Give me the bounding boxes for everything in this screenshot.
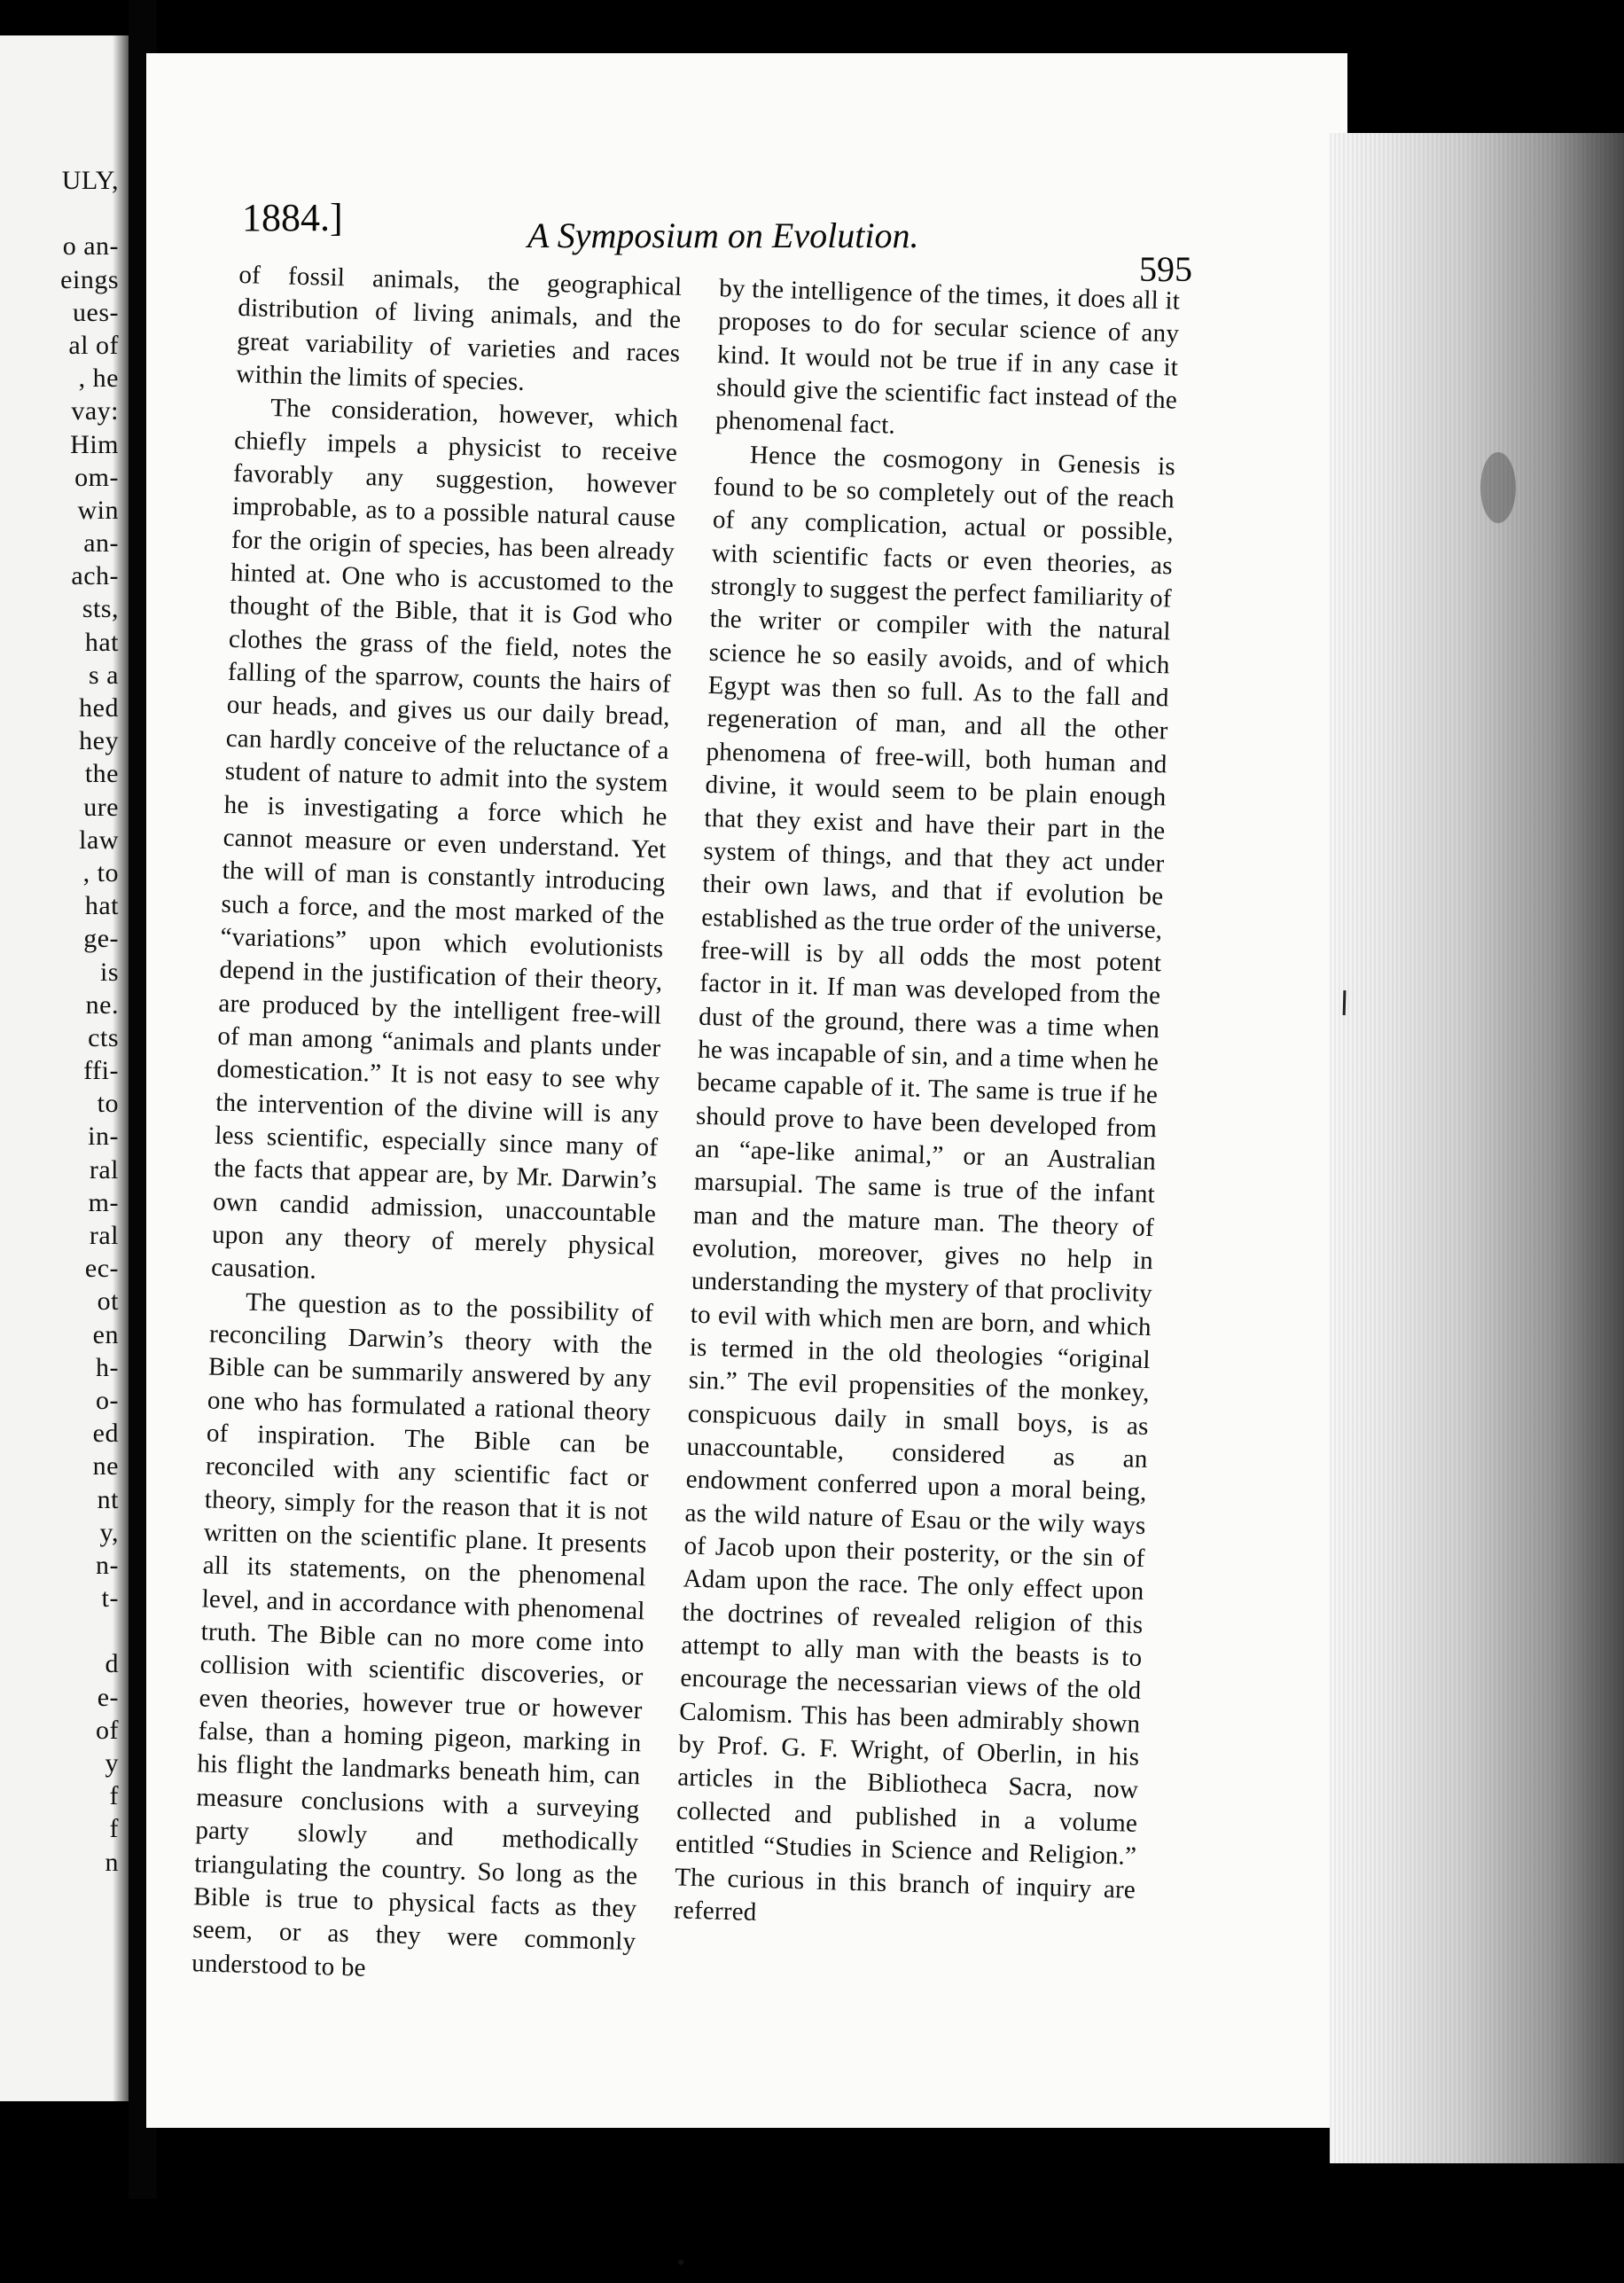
- facing-page-fragment: to: [97, 1089, 119, 1119]
- header-title: A Symposium on Evolution.: [527, 215, 919, 255]
- facing-page-fragment: ach-: [71, 561, 119, 591]
- facing-page-fragment: o-: [96, 1385, 119, 1415]
- facing-page: [0, 35, 129, 2101]
- facing-page-fragment: is: [99, 957, 119, 987]
- facing-page-fragment: eings: [60, 264, 119, 294]
- page-number: 595: [1139, 249, 1192, 289]
- page-block-edge: [1330, 133, 1624, 2163]
- facing-page-fragment: o an-: [62, 231, 119, 262]
- header-year: 1884.]: [242, 196, 343, 239]
- facing-page-fragment: vay:: [71, 396, 119, 426]
- facing-page-fragment: win: [77, 495, 119, 525]
- paragraph: Hence the cosmogony in Genesis is found to be so completely out of the reach of any complication, actual or possible, with scientific facts or even theories, as strongly to suggest the perfect familiarity of the writer or compiler with the natural science he so easily avoids, and of which Egypt was then so full. As to the fall and regeneration of man, and all the other phenomena of free-will, both human and divine, it would seem to be plain enough that they exist and have their part in the system of things, and that they act under their own laws, and that if evolution be established as the true order of the universe, free-will is by all odds the most potent factor in it. If man was developed from the dust of the ground, there was a time when he was incapable of sin, and a time when he became capable of it. The same is true if he should prove to have been developed from an “ape-like animal,” or an Australian marsupial. The same is true of the infant man and the mature man. The theory of evolution, moreover, gives no help in understanding the mystery of that proclivity to evil with which men are born, and which is termed in the old theologies “original sin.” The evil propensities of the monkey, conspicuous daily in small boys, is as unaccountable, considered as an endowment conferred upon a moral being, as the wild nature of Esau or the wily ways of Jacob upon their posterity, or the sin of Adam upon the race. The only effect upon the doctrines of revealed religion of this attempt to ally man with the beasts is to encourage the necessarian views of the old Calomism. This has been admirably shown by Prof. G. F. Wright, of Oberlin, in his articles in the Bibliotheca Sacra, now collected and published in a volume entitled “Studies in Science and Religion.” The curious in this branch of inquiry are referred: [673, 440, 1176, 1927]
- page-edge-stain: [1480, 452, 1516, 523]
- facing-page-fragment: hed: [79, 693, 119, 723]
- facing-page-fragment: ure: [83, 792, 119, 822]
- facing-page-fragment: t-: [101, 1583, 119, 1614]
- facing-page-fragment: e-: [97, 1682, 119, 1712]
- facing-page-fragment: n: [105, 1847, 119, 1877]
- facing-page-fragment: n-: [96, 1550, 119, 1580]
- facing-page-fragment: ne.: [85, 989, 119, 1020]
- facing-page-fragment: f: [109, 1781, 119, 1811]
- facing-page-fragment: ec-: [84, 1254, 119, 1284]
- facing-page-fragment: [0, 1615, 124, 1647]
- facing-page-fragment: om-: [74, 462, 119, 492]
- facing-page-fragment: en: [92, 1319, 119, 1349]
- right-column: [674, 272, 1181, 1940]
- facing-page-fragment: hey: [79, 726, 119, 756]
- facing-page-fragment: an-: [83, 528, 119, 559]
- facing-page-fragment: of: [96, 1715, 119, 1745]
- facing-page-fragment: hat: [84, 627, 119, 657]
- facing-page-fragment: y,: [99, 1517, 119, 1547]
- facing-page-fragment: ne: [92, 1451, 119, 1482]
- facing-page-fragment: Him: [70, 429, 119, 459]
- paragraph: The question as to the possibility of reconciling Darwin’s theory with the Bible can be summarily answered by any one who has formulated a rational theory of inspiration. The Bible can be reconciled with any scientific fact or theory, simply for the reason that it is not written on the scientific plane. It presents all its statements, on the phenomenal level, and in accordance with phenomenal truth. The Bible can no more come into collision with scientific discoveries, or even theories, however true or however false, than a homing pigeon, marking in his flight the landmarks beneath him, can measure conclusions with a surveying party slowly and methodically triangulating the country. So long as the Bible is true to physical facts as they seem, or as they were commonly understood to be: [191, 1287, 654, 1982]
- facing-page-fragment: nt: [97, 1484, 119, 1514]
- facing-page-fragment: , to: [82, 857, 119, 887]
- facing-page-fragment: ral: [89, 1154, 119, 1185]
- running-header: [235, 186, 1192, 289]
- left-column: [191, 259, 683, 1992]
- facing-page-fragment: [0, 197, 124, 230]
- facing-page-fragment: f: [109, 1814, 119, 1844]
- facing-page-fragment: h-: [96, 1352, 119, 1382]
- facing-page-fragment: the: [84, 759, 119, 789]
- facing-page-fragment: m-: [88, 1187, 119, 1217]
- facing-page-fragment: in-: [88, 1122, 119, 1152]
- facing-page-fragment: ed: [92, 1419, 119, 1449]
- facing-page-text-fragments: [0, 164, 124, 1879]
- facing-page-fragment: d: [105, 1649, 119, 1679]
- facing-page-fragment: sts,: [82, 594, 119, 624]
- facing-page-fragment: al of: [68, 330, 119, 360]
- facing-page-fragment: cts: [88, 1022, 119, 1052]
- facing-page-fragment: ues-: [73, 297, 119, 327]
- page-body: [126, 257, 1188, 2129]
- facing-page-fragment: ffi-: [83, 1056, 119, 1086]
- facing-page-fragment: hat: [84, 891, 119, 921]
- footer-dot: [678, 2260, 683, 2265]
- facing-page-fragment: ge-: [83, 924, 119, 954]
- facing-page-fragment: ral: [89, 1221, 119, 1250]
- facing-page-fragment: law: [79, 825, 119, 855]
- facing-page-fragment: ULY,: [61, 166, 119, 195]
- facing-page-fragment: y: [105, 1748, 119, 1778]
- paragraph: The consideration, however, which chiefly impels a physicist to receive favorably any suggestion, however improbable, as to a possible natural cause for the origin of species, has been already hinted at. One who is accustomed to the thought of the Bible, that it is God who clothes the grass of the field, notes the falling of the sparrow, counts the hairs of our heads, and gives us our daily bread, can hardly conceive of the reluctance of a student of nature to admit into the system he is investigating a force which he cannot measure or even understand. Yet the will of man is constantly introducing such a force, and the most marked of the “variations” upon which evolutionists depend in the justification of their theory, are produced by the intelligent free-will of man among “animals and plants under domestication.” It is not easy to see why the intervention of the divine will is any less scientific, especially since many of the facts that appear are, by Mr. Darwin’s own candid admission, unaccountable upon any theory of merely physical causation.: [210, 394, 679, 1286]
- facing-page-fragment: , he: [78, 364, 119, 394]
- paragraph: of fossil animals, the geographical distribution of living animals, and the great variability of varieties and races within the limits of species.: [235, 260, 683, 397]
- paragraph: by the intelligence of the times, it does all it proposes to do for secular science of any kind. It would not be true if in any case it should give the scientific fact instead of the phenomenal fact.: [714, 274, 1181, 441]
- facing-page-fragment: ot: [97, 1286, 119, 1317]
- facing-page-fragment: s a: [89, 660, 119, 690]
